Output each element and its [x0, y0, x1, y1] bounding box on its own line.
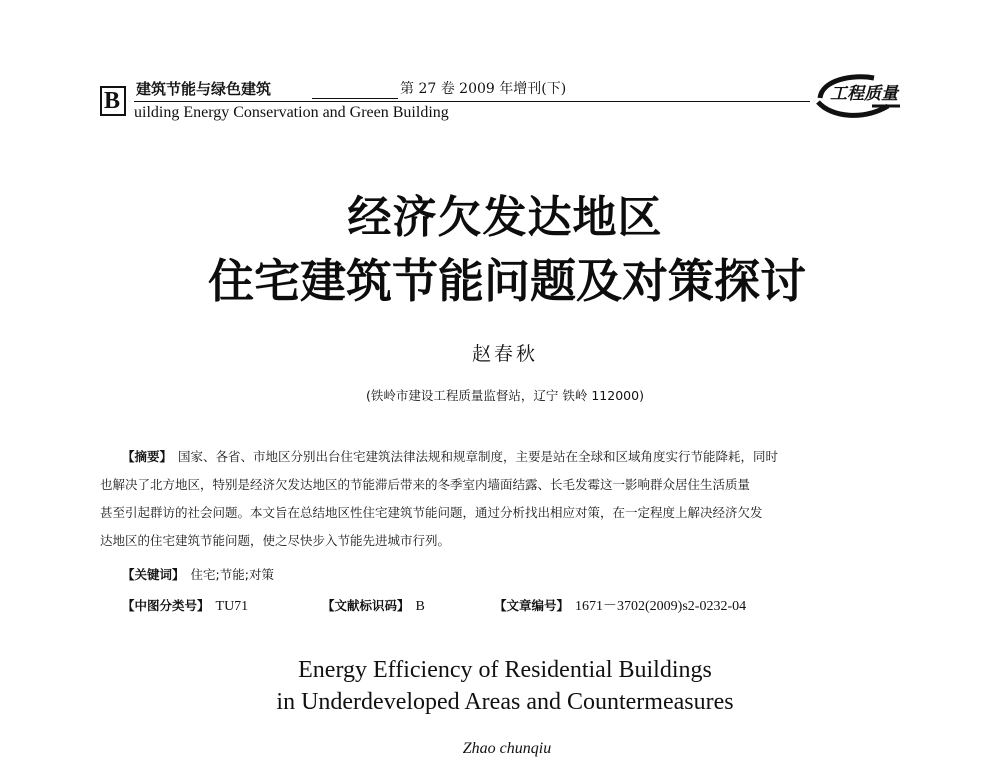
doc-code-field	[322, 595, 425, 618]
logo-text: 工程质量	[830, 84, 898, 104]
doc-code-tag: 【文献标识码】	[322, 598, 410, 613]
abstract-line-4: 达地区的住宅建筑节能问题，使之尽快步入节能先进城市行列。	[100, 533, 451, 548]
keywords-line	[122, 564, 274, 586]
keywords-tag: 【关键词】	[122, 567, 185, 582]
abstract-line-3: 甚至引起群访的社会问题。本文旨在总结地区性住宅建筑节能问题，通过分析找出相应对策，在一定程度上解决经济欠发	[100, 505, 763, 520]
abstract-tag: 【摘要】	[122, 449, 173, 464]
clc-field	[122, 595, 248, 618]
header-rule-short	[312, 98, 398, 99]
english-title-line-1: Energy Efficiency of Residential Buildings	[298, 657, 712, 683]
english-title-line-2: in Underdeveloped Areas and Countermeasures	[276, 689, 734, 715]
journal-name-zh: 建筑节能与绿色建筑	[136, 80, 272, 98]
article-title-line-2: 住宅建筑节能问题及对策探讨	[208, 254, 806, 308]
article-number-field	[494, 595, 746, 618]
english-author: Zhao chunqiu	[462, 740, 552, 757]
abstract-line-1	[122, 446, 778, 468]
engineering-quality-logo	[812, 72, 904, 122]
journal-mark-letter: B	[104, 88, 121, 114]
article-number-value: 1671－3702(2009)s2-0232-04	[575, 599, 747, 614]
keywords-value: 住宅;节能;对策	[190, 567, 274, 582]
article-title-line-1: 经济欠发达地区	[347, 192, 663, 243]
header-rule	[134, 101, 810, 102]
journal-mark	[100, 82, 130, 118]
clc-value: TU71	[215, 599, 249, 614]
abstract-text-1: 国家、各省、市地区分别出台住宅建筑法律法规和规章制度，主要是站在全球和区域角度实行节能降耗，同时	[178, 449, 779, 464]
journal-issue: 第 27 卷 2009 年增刊(下)	[400, 81, 567, 97]
article-affiliation: (铁岭市建设工程质量监督站，辽宁 铁岭 112000)	[366, 388, 644, 403]
doc-code-value: B	[415, 599, 425, 614]
clc-tag: 【中图分类号】	[122, 598, 210, 613]
article-author: 赵春秋	[471, 343, 538, 365]
abstract-line-2: 也解决了北方地区，特别是经济欠发达地区的节能滞后带来的冬季室内墙面结露、长毛发霉这一影响群众居住生活质量	[100, 477, 751, 492]
logo-swoosh-bottom	[818, 102, 888, 115]
article-number-tag: 【文章编号】	[494, 598, 570, 613]
journal-name-en: uilding Energy Conservation and Green Building	[134, 104, 449, 121]
